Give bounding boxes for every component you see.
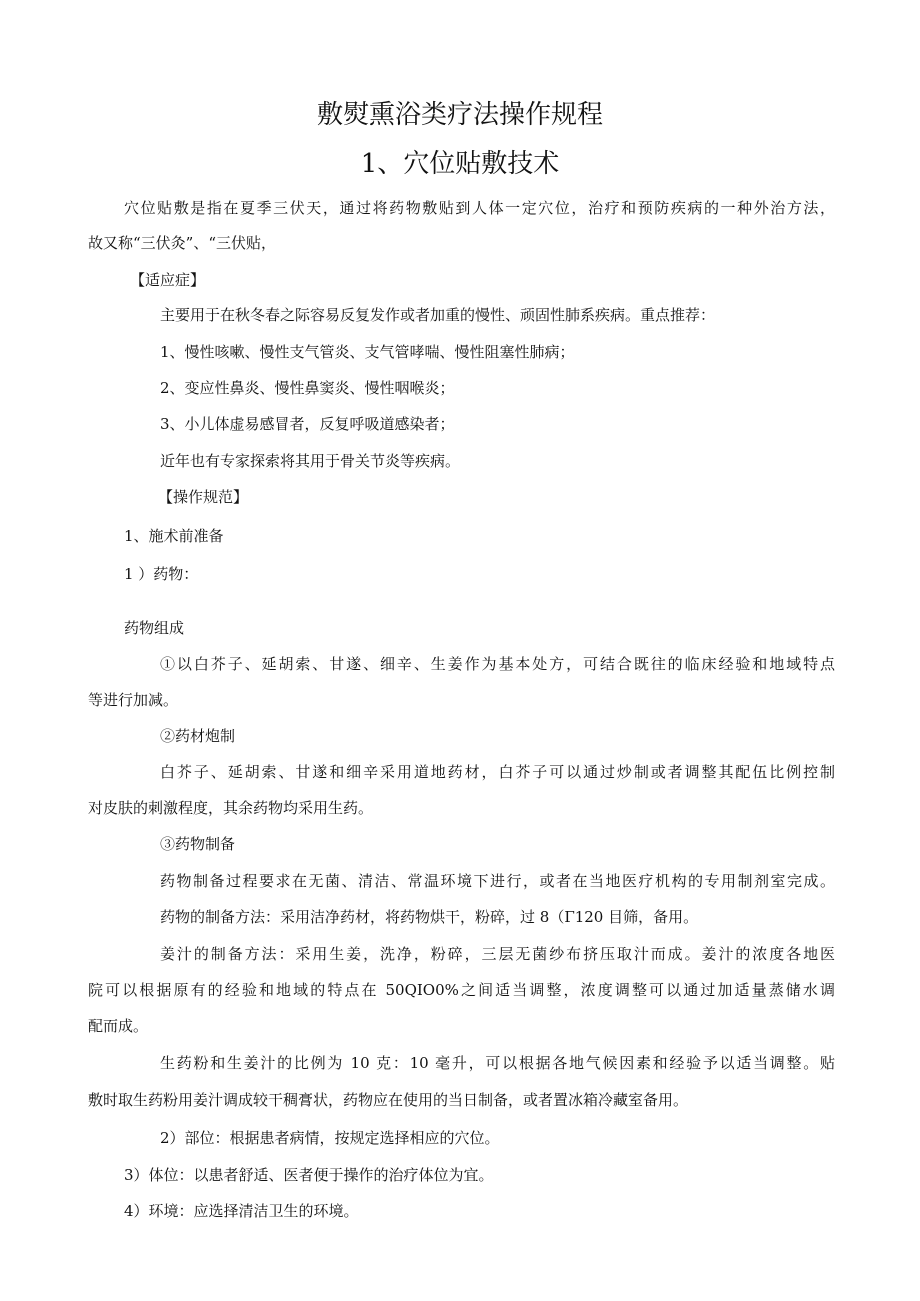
ginger-line-3: 配而成。 xyxy=(88,1017,149,1035)
indications-summary: 主要用于在秋冬春之际容易反复发作或者加重的慢性、顽固性肺系疾病。重点推荐： xyxy=(160,306,716,324)
indication-item-1: 1、慢性咳嗽、慢性支气管炎、支气管哮喘、慢性阻塞性肺病； xyxy=(160,343,575,361)
step-1-heading: 1、施术前准备 xyxy=(124,527,224,545)
intro-line-1: 穴位贴敷是指在夏季三伏天，通过将药物敷贴到人体一定穴位，治疗和预防疾病的一种外治方法， xyxy=(124,199,835,217)
method-line: 药物的制备方法：采用洁净药材，将药物烘干，粉碎，过 8（Γ120 目筛，备用。 xyxy=(160,908,699,926)
position-line: 3）体位：以患者舒适、医者便于操作的治疗体位为宜。 xyxy=(124,1166,494,1184)
preparation-heading: ③药物制备 xyxy=(160,835,236,853)
site-line: 2）部位：根据患者病情，按规定选择相应的穴位。 xyxy=(160,1129,500,1147)
composition-line-1: ①以白芥子、延胡索、甘遂、细辛、生姜作为基本处方，可结合既往的临床经验和地域特点 xyxy=(160,655,835,673)
ginger-line-1: 姜汁的制备方法：采用生姜，洗净，粉碎，三层无菌纱布挤压取汁而成。姜汁的浓度各地医 xyxy=(160,945,835,963)
processing-line-2: 对皮肤的刺激程度，其余药物均采用生药。 xyxy=(88,799,374,817)
environment-line: 4）环境：应选择清洁卫生的环境。 xyxy=(124,1202,359,1220)
intro-line-2: 故又称“三伏灸”、“三伏贴， xyxy=(88,234,277,252)
processing-line-1: 白芥子、延胡索、甘遂和细辛采用道地药材，白芥子可以通过炒制或者调整其配伍比例控制 xyxy=(160,763,835,781)
ratio-line-1: 生药粉和生姜汁的比例为 10 克：10 毫升，可以根据各地气候因素和经验予以适当调整。贴 xyxy=(160,1054,835,1072)
procedure-heading: 【操作规范】 xyxy=(158,488,249,506)
composition-line-2: 等进行加减。 xyxy=(88,691,179,709)
indications-note: 近年也有专家探索将其用于骨关节炎等疾病。 xyxy=(160,452,461,470)
document-title: 敷熨熏浴类疗法操作规程 xyxy=(316,100,603,130)
indication-item-3: 3、小儿体虚易感冒者，反复呼吸道感染者； xyxy=(160,415,455,433)
ratio-line-2: 敷时取生药粉用姜汁调成较干稠膏状，药物应在使用的当日制备，或者置冰箱冷藏室备用。 xyxy=(88,1091,689,1109)
medicine-heading: 1 ）药物： xyxy=(124,565,199,583)
section-title: 1、穴位贴敷技术 xyxy=(360,149,560,179)
preparation-line: 药物制备过程要求在无菌、清洁、常温环境下进行，或者在当地医疗机构的专用制剂室完成。 xyxy=(160,872,835,890)
processing-heading: ②药材炮制 xyxy=(160,727,236,745)
indication-item-2: 2、变应性鼻炎、慢性鼻窦炎、慢性咽喉炎； xyxy=(160,379,455,397)
ginger-line-2: 院可以根据原有的经验和地域的特点在 50QIO0%之间适当调整，浓度调整可以通过加适量蒸储水调 xyxy=(88,981,835,999)
composition-heading: 药物组成 xyxy=(124,619,185,637)
indications-heading: 【适应症】 xyxy=(130,271,206,289)
